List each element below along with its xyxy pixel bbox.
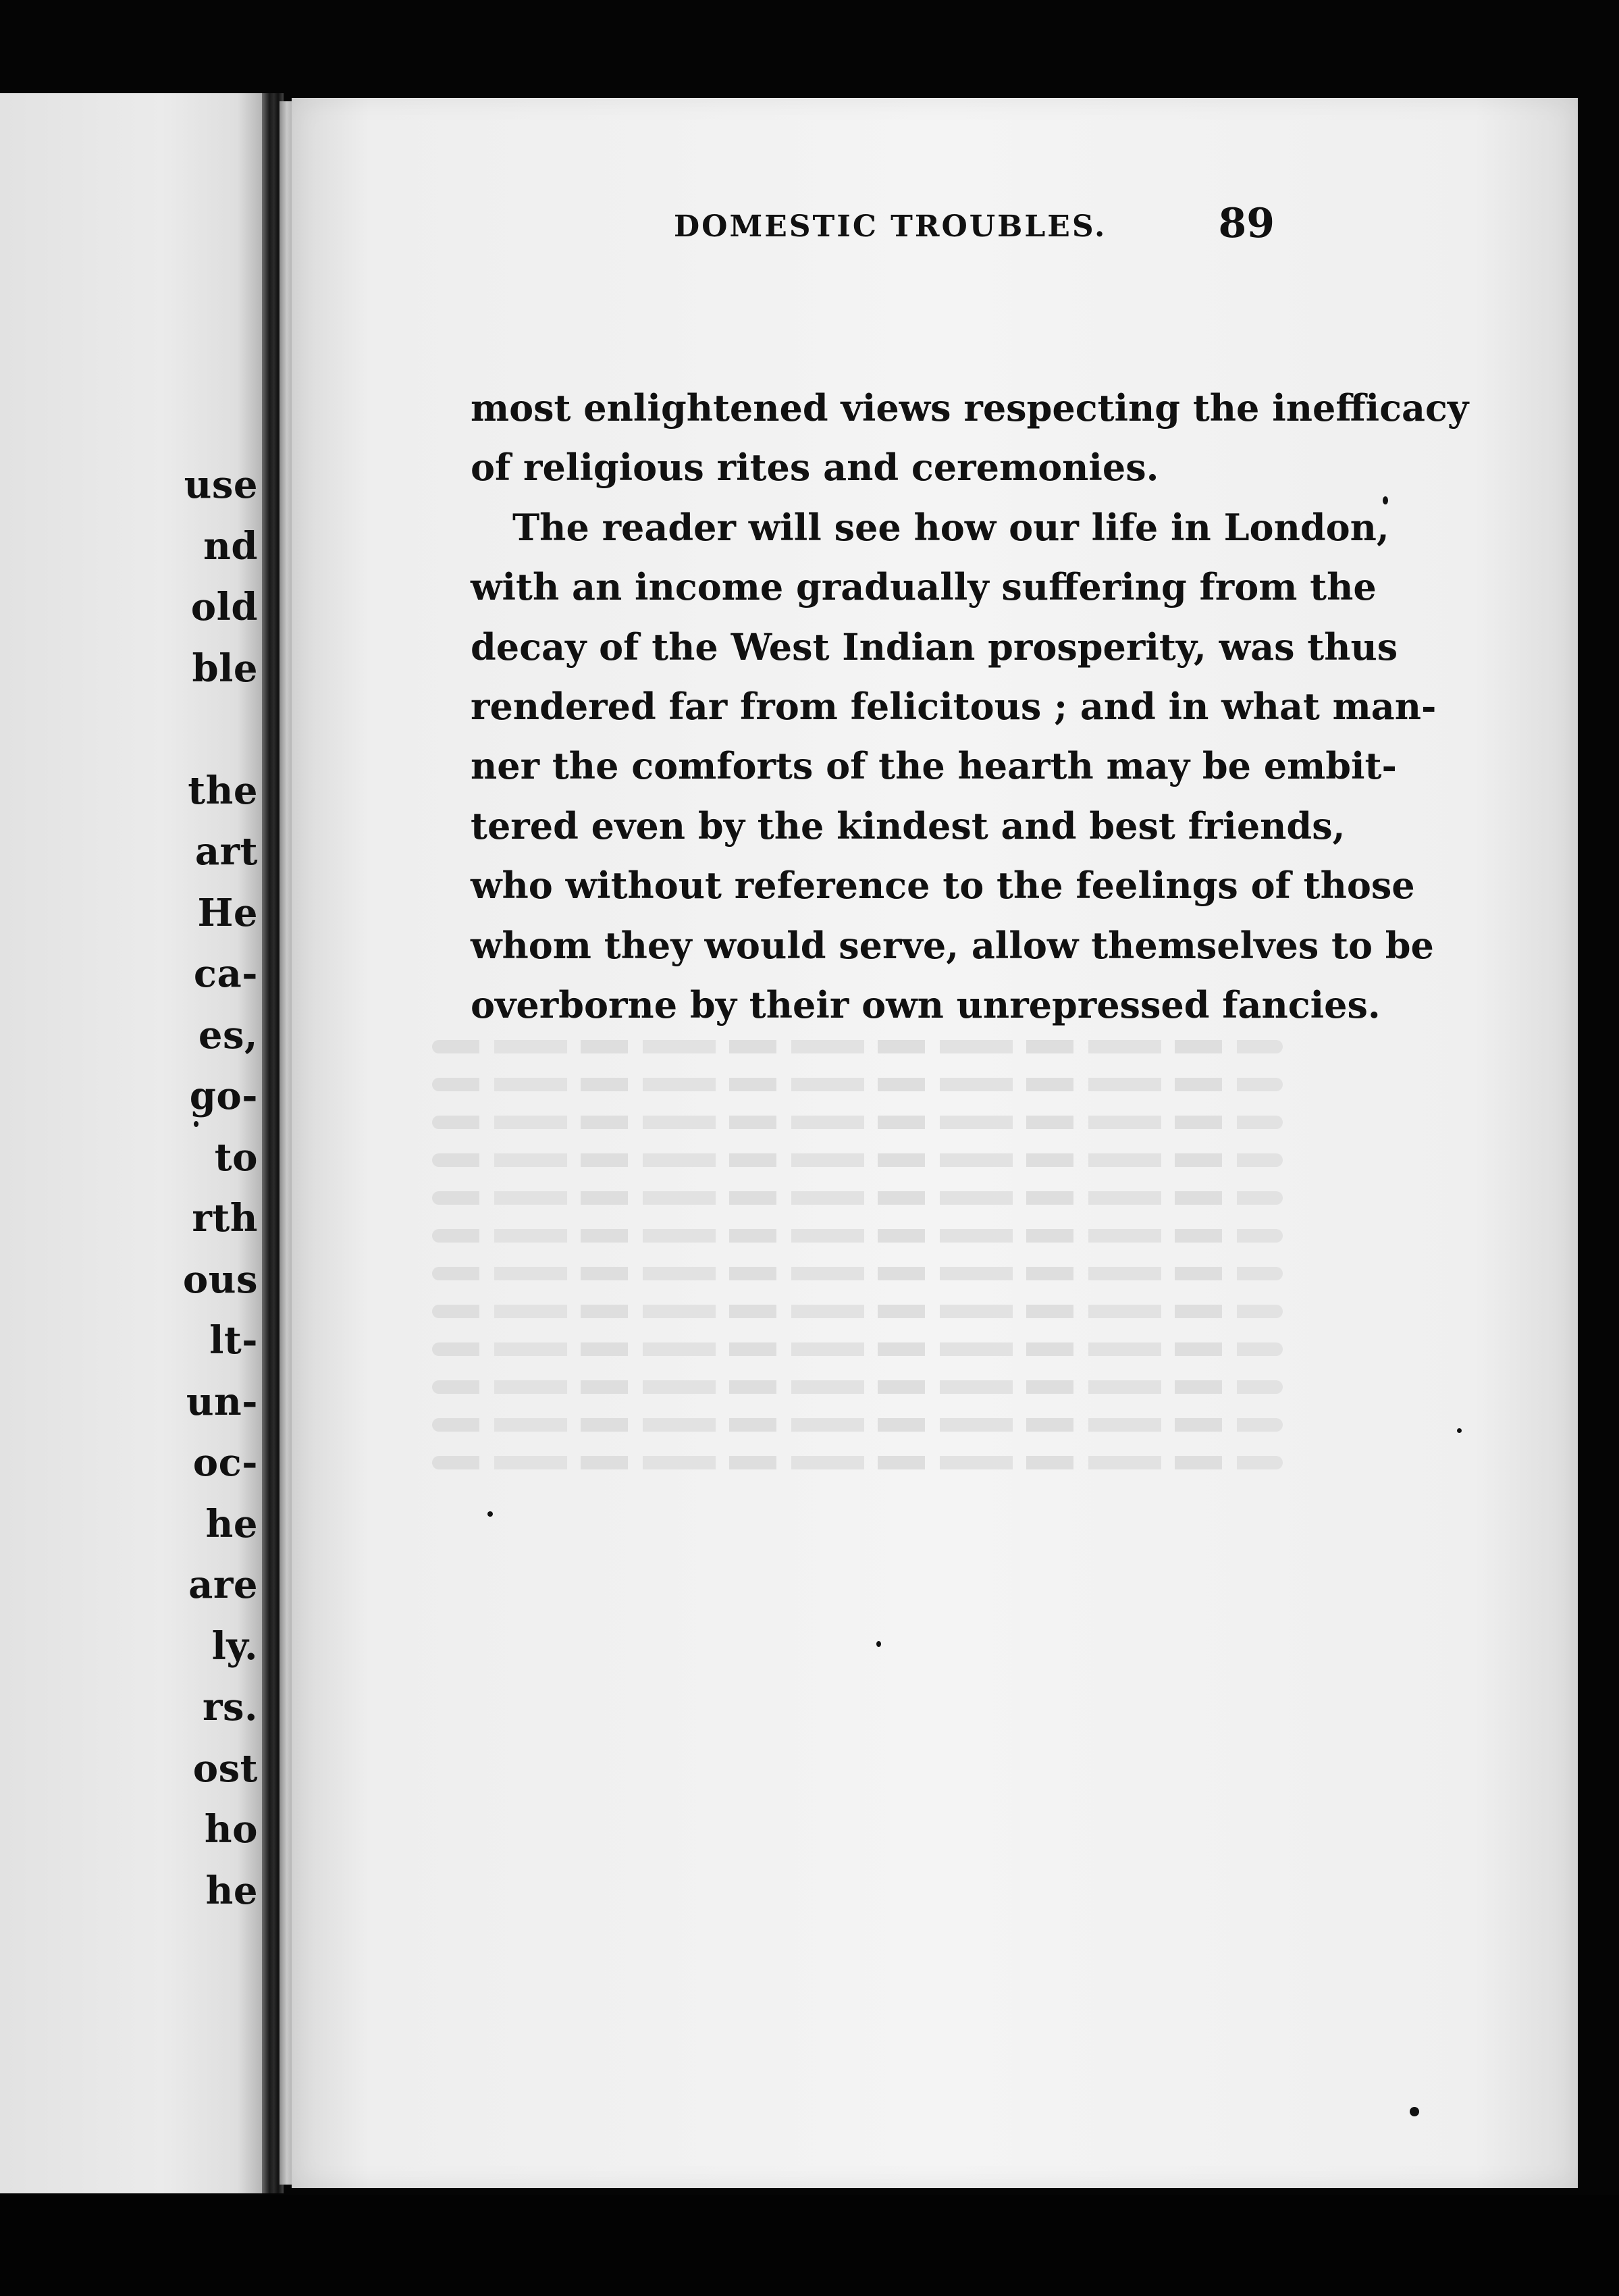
- show-through-line: [432, 1380, 1283, 1394]
- left-fragment: old: [190, 585, 258, 629]
- text-line: with an income gradually suffering from the: [471, 565, 1377, 609]
- left-fragment: rth: [192, 1196, 258, 1241]
- show-through-line: [432, 1418, 1283, 1432]
- text-line: ner the comforts of the hearth may be embit-: [471, 744, 1397, 788]
- left-fragment: ly.: [211, 1623, 258, 1669]
- show-through-line: [432, 1116, 1283, 1129]
- left-fragment: [150, 699, 258, 760]
- left-fragment: ost: [192, 1746, 258, 1791]
- page-edge: [280, 101, 292, 2185]
- text-line: most enlightened views respecting the inefficacy: [471, 386, 1469, 429]
- left-fragment: ous: [182, 1257, 258, 1302]
- left-page: [0, 93, 270, 2193]
- left-fragment: es,: [198, 1012, 258, 1058]
- show-through-line: [432, 1342, 1283, 1356]
- text-line: whom they would serve, allow themselves to be: [471, 923, 1434, 967]
- text-line: overborne by their own unrepressed fancies.: [471, 983, 1381, 1026]
- text-line: The reader will see how our life in London,: [512, 505, 1389, 549]
- ink-speck: [1410, 2107, 1419, 2116]
- show-through-line: [432, 1229, 1283, 1243]
- text-line: who without reference to the feelings of those: [471, 864, 1415, 908]
- ink-speck: [1383, 496, 1388, 504]
- left-fragment: ble: [192, 646, 258, 691]
- show-through-line: [432, 1153, 1283, 1167]
- left-fragment: art: [194, 829, 258, 874]
- left-fragment: are: [188, 1563, 258, 1607]
- left-fragment: ca-: [193, 951, 258, 996]
- left-page-text-fragments: [150, 454, 258, 1921]
- ink-speck: [487, 1511, 493, 1517]
- left-fragment: go-: [189, 1074, 258, 1118]
- left-fragment: the: [188, 768, 258, 813]
- reverse-side-show-through: [432, 1016, 1283, 1494]
- left-fragment: oc-: [192, 1440, 258, 1485]
- running-head: [381, 200, 1275, 270]
- body-text: [471, 378, 1469, 1035]
- left-fragment: rs.: [202, 1685, 258, 1729]
- left-fragment: he: [205, 1501, 258, 1546]
- left-fragment: He: [197, 890, 258, 935]
- left-fragment: un-: [186, 1379, 258, 1424]
- show-through-line: [432, 1191, 1283, 1205]
- show-through-line: [432, 1267, 1283, 1280]
- ink-speck: [876, 1641, 881, 1647]
- left-fragment: ho: [204, 1807, 258, 1852]
- text-line: tered even by the kindest and best friends,: [471, 804, 1346, 847]
- page-number: 89: [1218, 200, 1275, 247]
- show-through-line: [432, 1040, 1283, 1053]
- left-fragment: he: [205, 1868, 258, 1913]
- left-fragment: to: [214, 1134, 258, 1180]
- text-line: rendered far from felicitous ; and in what man-: [471, 684, 1437, 728]
- show-through-line: [432, 1456, 1283, 1469]
- show-through-line: [432, 1078, 1283, 1091]
- text-line: decay of the West Indian prosperity, was thus: [471, 625, 1398, 669]
- ink-speck: [194, 1121, 198, 1127]
- scan-border-bottom: [0, 2195, 1619, 2296]
- left-fragment: nd: [203, 523, 258, 569]
- ink-speck: [1457, 1428, 1462, 1433]
- left-fragment: use: [184, 463, 258, 507]
- text-line: of religious rites and ceremonies.: [471, 446, 1159, 490]
- running-title: DOMESTIC TROUBLES.: [674, 209, 1107, 244]
- left-fragment: lt-: [209, 1318, 258, 1363]
- show-through-line: [432, 1305, 1283, 1318]
